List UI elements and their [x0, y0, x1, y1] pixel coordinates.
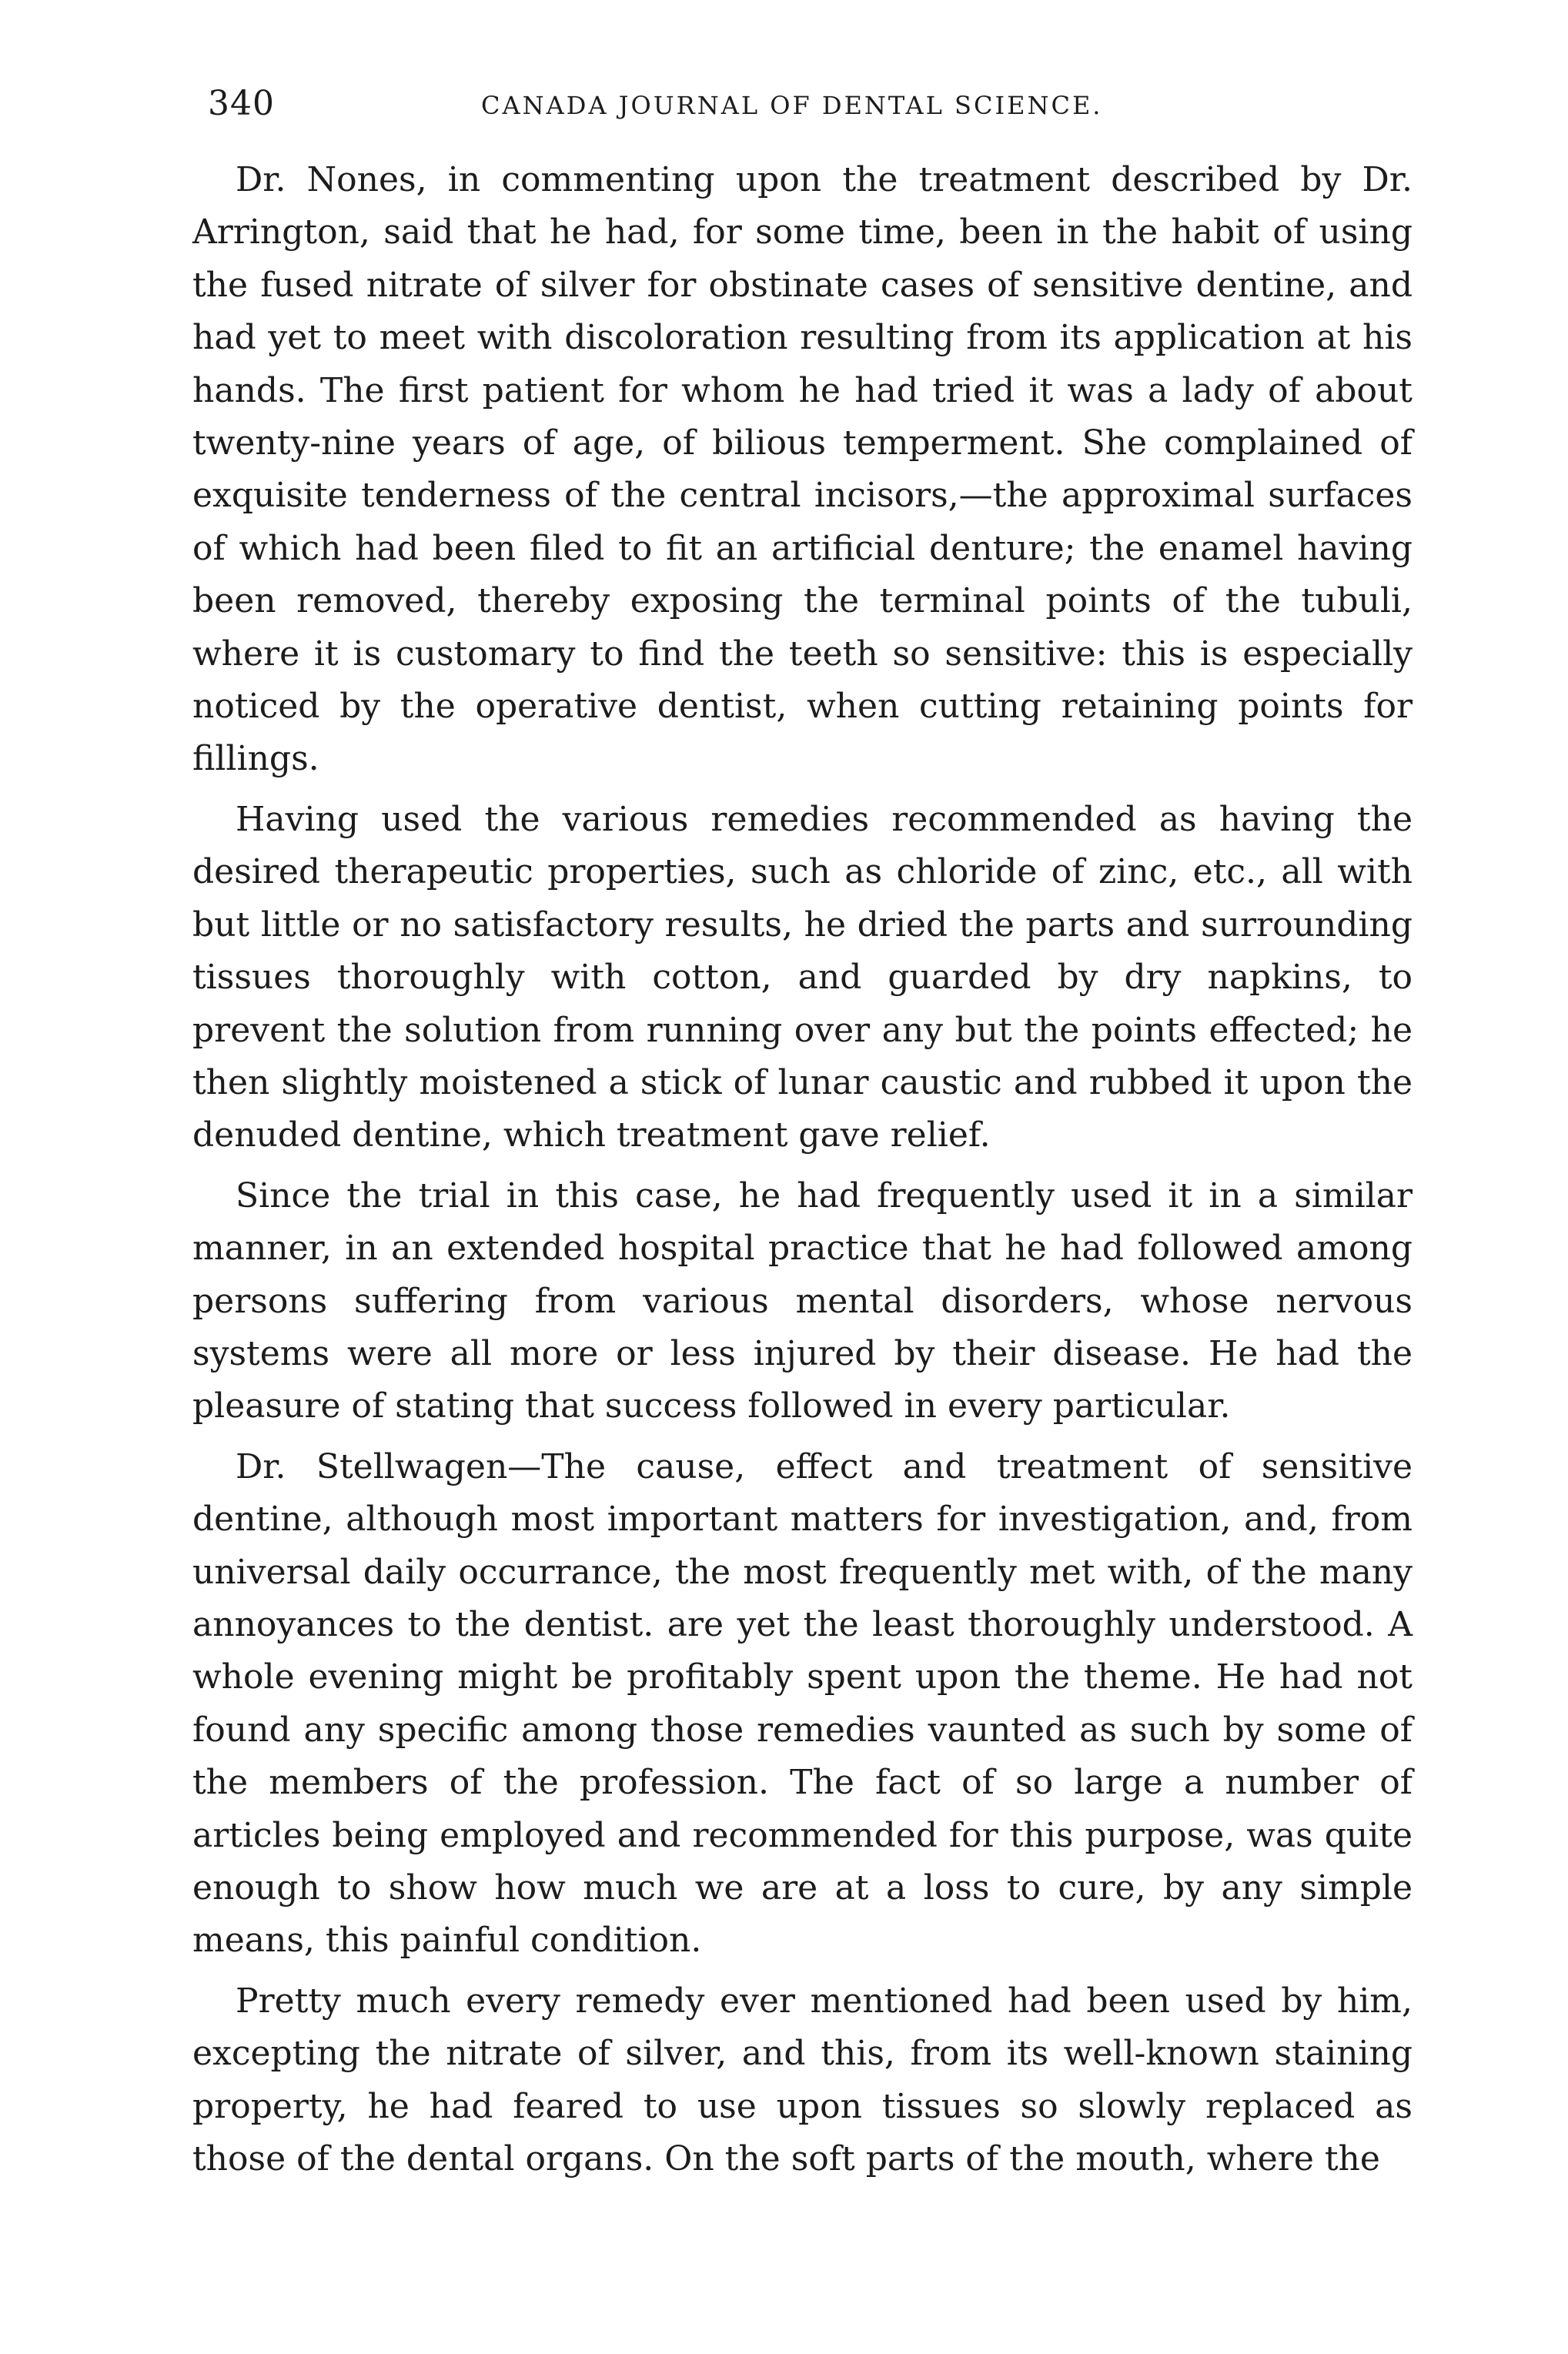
running-head: CANADA JOURNAL OF DENTAL SCIENCE.	[481, 91, 1103, 120]
paragraph: Dr. Nones, in commenting upon the treatment described by Dr. Arrington, said that he had, for some time, been in the habit of using the fused nitrate of silver for obstinate cases of sensitive dentine, and had yet to meet with discoloration resulting from its application at his hands. The first patient for whom he had tried it was a lady of about twenty-nine years of age, of bilious temperment. She complained of exquisite tenderness of the central incisors,—the approximal surfaces of which had been filed to fit an artificial denture; the enamel having been removed, thereby exposing the terminal points of the tubuli, where it is customary to find the teeth so sensitive: this is especially noticed by the operative dentist, when cutting retaining points for fillings.	[192, 160, 1413, 779]
paragraph: Since the trial in this case, he had frequently used it in a similar manner, in an extended hospital practice that he had followed among persons suffering from various mental disorders, whose nervous systems were all more or less injured by their disease. He had the pleasure of stating that success followed in every particular.	[192, 1175, 1413, 1426]
page-header	[208, 77, 1409, 131]
paragraph: Pretty much every remedy ever mentioned had been used by him, excepting the nitrate of silver, and this, from its well-known staining property, he had feared to use upon tissues so slowly replaced as those of the dental organs. On the soft parts of the mouth, where the	[192, 1981, 1413, 2179]
paragraph: Having used the various remedies recommended as having the desired therapeutic properties, such as chloride of zinc, etc., all with but little or no satisfactory results, he dried the parts and surrounding tissues thoroughly with cotton, and guarded by dry napkins, to prevent the solution from running over any but the points effected; he then slightly moistened a stick of lunar caustic and rubbed it upon the denuded dentine, which treatment gave relief.	[192, 799, 1413, 1155]
paragraph: Dr. Stellwagen—The cause, effect and treatment of sensitive dentine, although most important matters for investigation, and, from universal daily occurrance, the most frequently met with, of the many annoyances to the dentist. are yet the least thoroughly understood. A whole evening might be profitably spent upon the theme. He had not found any specific among those remedies vaunted as such by some of the members of the profession. The fact of so large a number of articles being employed and recommended for this purpose, was quite enough to show how much we are at a loss to cure, by any simple means, this painful condition.	[192, 1446, 1413, 1961]
page-number: 340	[208, 84, 275, 123]
article-body	[192, 154, 1413, 2193]
